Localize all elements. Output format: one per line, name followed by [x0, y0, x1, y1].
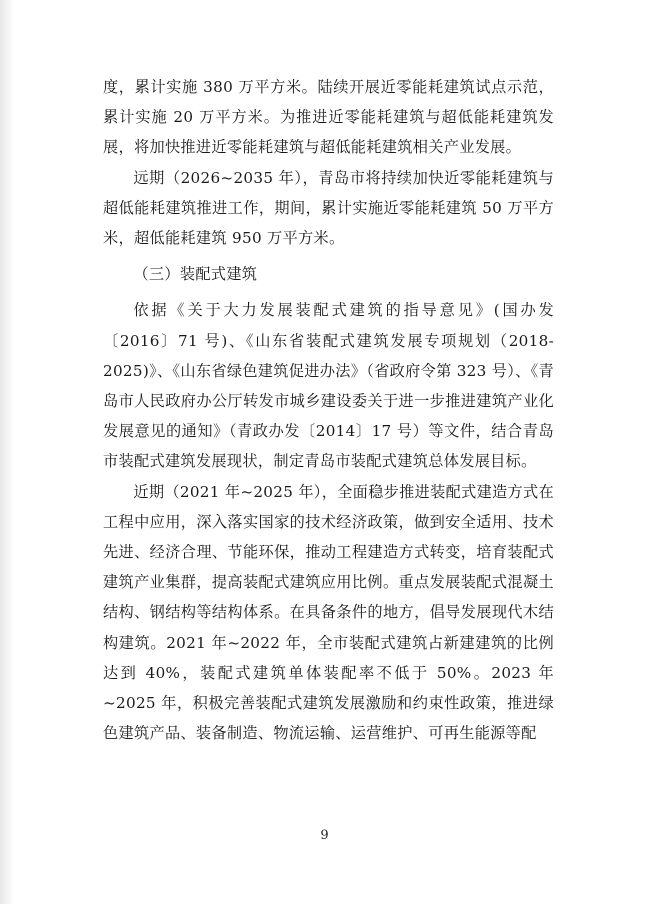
- page-edge-shadow: [0, 0, 14, 904]
- section-heading: （三）装配式建筑: [133, 265, 258, 284]
- paragraph-near-term: 近期（2021 年~2025 年），全面稳步推进装配式建造方式在工程中应用，深入落实国家的技术经济政策，做到安全适用、技术先进、经济合理、节能环保，推动工程建造方式转变，培育装配式建筑产业集群，提高装配式建筑应用比例。重点发展装配式混凝土结构、钢结构等结构体系。在具备条件的地方，倡导发展现代木结构建筑。2021 年~2022 年，全市装配式建筑占新建建筑的比例达到 40%，装配式建筑单体装配率不低于 50%。2023 年~2025 年，积极完善装配式建筑发展激励和约束性政策，推进绿色建筑产品、装备制造、物流运输、运营维护、可再生能源等配: [103, 482, 555, 743]
- paragraph-basis: 依据《关于大力发展装配式建筑的指导意见》(国办发〔2016〕71 号)、《山东省装配式建筑发展专项规划（2018-2025)》、《山东省绿色建筑促进办法》（省政府令第 323 号）、《青岛市人民政府办公厅转发市城乡建设委关于进一步推进建筑产业化发展意见的通知》（青政办发〔2014〕17 号）等文件，结合青岛市装配式建筑发展现状，制定青岛市装配式建筑总体发展目标。: [103, 301, 554, 471]
- paragraph-continuation: 度，累计实施 380 万平方米。陆续开展近零能耗建筑试点示范，累计实施 20 万平方米。为推进近零能耗建筑与超低能耗建筑发展，将加快推进近零能耗建筑与超低能耗建筑相关产业发展。: [103, 78, 554, 157]
- paragraph-long-term: 远期（2026~2035 年），青岛市将持续加快近零能耗建筑与超低能耗建筑推进工作，期间，累计实施近零能耗建筑 50 万平方米，超低能耗建筑 950 万平方米。: [103, 168, 554, 248]
- page-number: 9: [320, 828, 329, 843]
- page-body: [103, 72, 554, 748]
